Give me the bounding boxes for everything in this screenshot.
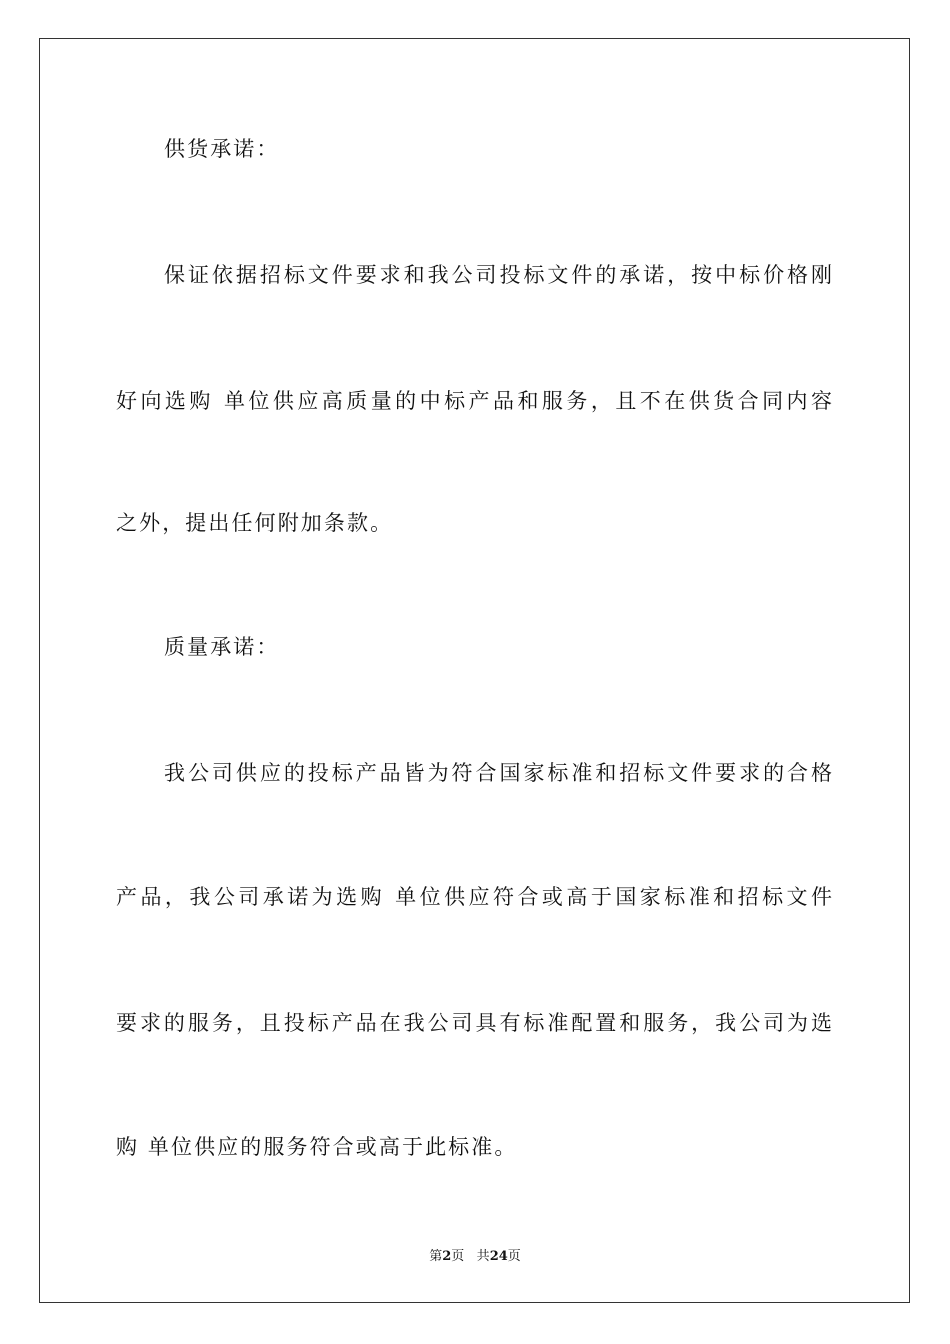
page-footer — [0, 1248, 950, 1266]
page-suffix: 页 — [451, 1249, 465, 1264]
paragraph-line: 我公司供应的投标产品皆为符合国家标准和招标文件要求的合格 — [164, 761, 832, 785]
page-border — [39, 38, 910, 1303]
total-prefix: 共 — [476, 1249, 490, 1264]
heading-supply-commitment: 供货承诺： — [164, 137, 280, 161]
paragraph-line: 购 单位供应的服务符合或高于此标准。 — [116, 1135, 518, 1159]
paragraph-line: 之外，提出任何附加条款。 — [116, 511, 394, 535]
total-pages: 24 — [489, 1249, 508, 1264]
page-number: 2 — [442, 1249, 452, 1264]
page-prefix: 第 — [429, 1249, 443, 1264]
paragraph-line: 好向选购 单位供应高质量的中标产品和服务，且不在供货合同内容 — [116, 389, 832, 413]
paragraph-line: 要求的服务，且投标产品在我公司具有标准配置和服务，我公司为选 — [116, 1011, 832, 1035]
paragraph-line: 保证依据招标文件要求和我公司投标文件的承诺，按中标价格刚 — [164, 263, 832, 287]
heading-quality-commitment: 质量承诺： — [164, 635, 280, 659]
paragraph-line: 产品，我公司承诺为选购 单位供应符合或高于国家标准和招标文件 — [116, 885, 832, 909]
total-suffix: 页 — [507, 1249, 521, 1264]
